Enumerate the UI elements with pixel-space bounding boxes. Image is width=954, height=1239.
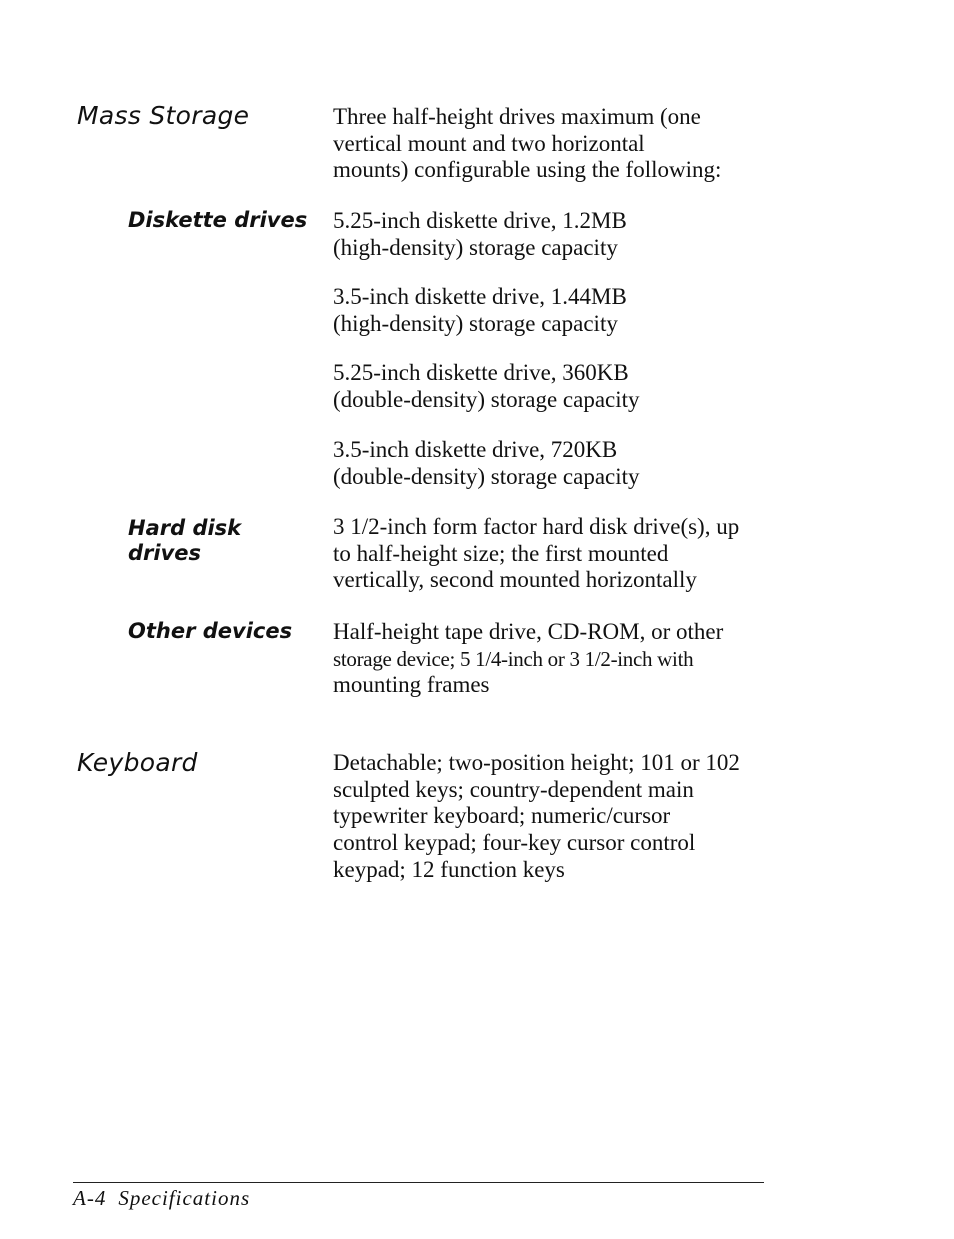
hard-disk-line: to half-height size; the first mounted	[333, 540, 669, 566]
other-devices-line: storage device; 5 1/4-inch or 3 1/2-inch with	[333, 646, 694, 671]
diskette-item-line: (double-density) storage capacity	[333, 386, 640, 412]
intro-line: Three half-height drives maximum (one	[333, 104, 701, 129]
hard-disk-line: 3 1/2-inch form factor hard disk drive(s), up	[333, 514, 740, 539]
other-devices-line: Half-height tape drive, CD-ROM, or other	[333, 619, 724, 644]
hard-disk-description	[333, 514, 773, 594]
keyboard-line: control keypad; four-key cursor control	[333, 830, 696, 856]
other-devices-heading: Other devices	[128, 619, 293, 643]
page-number: A-4	[73, 1186, 107, 1210]
heading-line: drives	[128, 541, 202, 565]
diskette-drives-heading: Diskette drives	[128, 208, 308, 232]
keyboard-line: keypad; 12 function keys	[333, 856, 565, 882]
keyboard-line: typewriter keyboard; numeric/cursor	[333, 803, 671, 829]
mass-storage-heading: Mass Storage	[77, 101, 250, 130]
diskette-item	[333, 284, 773, 337]
hard-disk-drives-heading	[128, 516, 241, 566]
diskette-item	[333, 208, 773, 261]
footer-divider	[73, 1182, 764, 1183]
diskette-item-line: (high-density) storage capacity	[333, 310, 618, 336]
page-footer	[73, 1186, 250, 1211]
intro-line: vertical mount and two horizontal	[333, 130, 645, 156]
diskette-item-line: (high-density) storage capacity	[333, 234, 618, 260]
diskette-item-line: 3.5-inch diskette drive, 720KB	[333, 437, 618, 462]
diskette-item	[333, 360, 773, 413]
other-devices-description	[333, 619, 773, 699]
intro-line: mounts) configurable using the following:	[333, 157, 722, 183]
keyboard-line: Detachable; two-position height; 101 or 102	[333, 750, 740, 775]
keyboard-line: sculpted keys; country-dependent main	[333, 776, 694, 802]
mass-storage-intro	[333, 104, 773, 184]
diskette-item-line: 5.25-inch diskette drive, 360KB	[333, 360, 629, 385]
other-devices-line: mounting frames	[333, 672, 490, 698]
section-title: Specifications	[118, 1186, 251, 1210]
diskette-item-line: 5.25-inch diskette drive, 1.2MB	[333, 208, 627, 233]
keyboard-heading: Keyboard	[77, 748, 198, 777]
diskette-item-line: (double-density) storage capacity	[333, 463, 640, 489]
diskette-item-line: 3.5-inch diskette drive, 1.44MB	[333, 284, 627, 309]
keyboard-description	[333, 750, 773, 884]
heading-line: Hard disk	[128, 516, 242, 540]
diskette-item	[333, 437, 773, 490]
hard-disk-line: vertically, second mounted horizontally	[333, 567, 697, 593]
